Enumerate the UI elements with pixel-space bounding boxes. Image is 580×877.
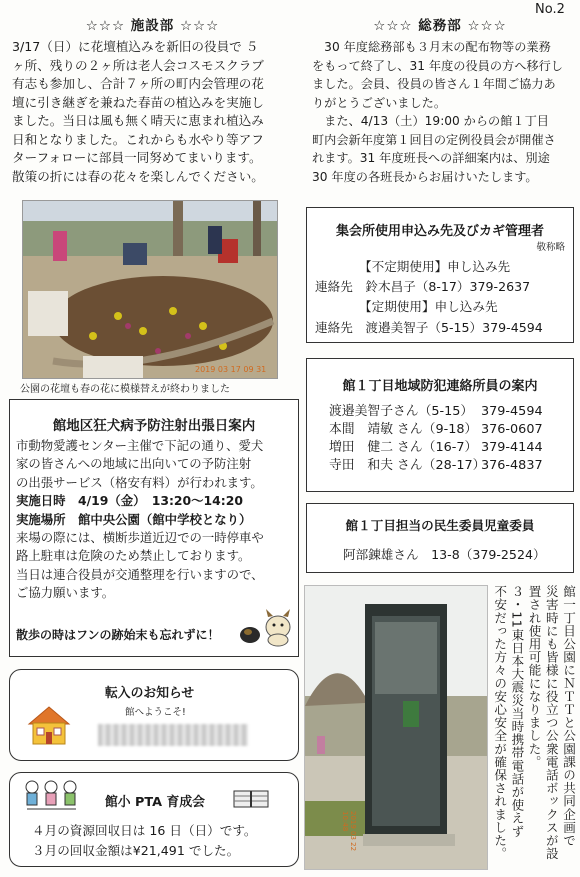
article-column: ３・11東日本大震災当時携帯電話が使えず bbox=[509, 585, 525, 838]
irregular-use-contact: 連絡先 鈴木昌子（8-17）379-2637 bbox=[315, 279, 531, 294]
crime-prevention-title: 館１丁目地域防犯連絡所員の案内 bbox=[342, 379, 538, 394]
phone-booth-photo bbox=[304, 585, 488, 870]
phone-booth-article bbox=[489, 585, 577, 867]
welfare-person: 阿部錬雄さん 13-8（379-2524） bbox=[343, 547, 546, 562]
facility-line: ました。当日は風も無く晴天に恵まれ植込み bbox=[12, 113, 264, 128]
general-affairs-line: また、4/13（土）19:00 からの館１丁目 bbox=[312, 114, 549, 128]
member-row bbox=[329, 403, 569, 421]
facility-line: 3/17（日）に花壇植込みを新旧の役員で ５ bbox=[12, 39, 259, 54]
member-row bbox=[329, 421, 569, 439]
pta-line: ４月の資源回収日は 16 日（日）です。 bbox=[32, 823, 257, 838]
facility-line: 散策の折には春の花々を楽しんでください。 bbox=[12, 168, 264, 184]
rabies-body bbox=[16, 437, 296, 603]
facility-line: 壇に引き継ぎを兼ねた春苗の植込みを実施し bbox=[12, 94, 264, 110]
general-affairs-line: れます。31 年度班長への詳細案内は、別途 bbox=[312, 151, 550, 165]
move-in-notice-box bbox=[9, 669, 299, 761]
rabies-line: ご協力願います。 bbox=[16, 585, 115, 601]
facility-line: 日和となりました。これからも水やり等アフ bbox=[12, 131, 264, 147]
article-column: 置され使用可能になりました。 bbox=[526, 585, 542, 769]
welfare-title: 館１丁目担当の民生委員児童委員 bbox=[345, 518, 535, 533]
general-affairs-line: をもって終了し、31 年度の役員の方へ移行し bbox=[312, 58, 563, 73]
member-row bbox=[329, 439, 569, 457]
facility-body bbox=[12, 38, 302, 186]
article-column: 館一丁目公園にＮＴＴと公園課の共同企画で bbox=[561, 585, 576, 847]
meeting-hall-title: 集会所使用申込み先及びカギ管理者 bbox=[335, 224, 544, 239]
rabies-line: 市動物愛護センター主催で下記の通り、愛犬 bbox=[16, 438, 264, 453]
rabies-line: 当日は連合役員が交通整理を行いますので、 bbox=[16, 566, 264, 582]
article-column: 災害時にも皆様に役立つ公衆電話ボックスが設 bbox=[543, 585, 559, 861]
general-affairs-line: 町内会新年度第１回目の定例役員会が開催さ bbox=[312, 132, 556, 147]
member-name: 渡邉美智子さん（5-15） bbox=[329, 404, 474, 419]
member-name: 本間 靖敏 さん（9-18） bbox=[329, 422, 478, 437]
pta-line: ３月の回収金額は¥21,491 でした。 bbox=[32, 843, 240, 858]
member-phone: 376-4837 bbox=[481, 458, 543, 473]
member-phone: 379-4594 bbox=[481, 404, 543, 419]
general-affairs-line: りがとうございました。 bbox=[312, 95, 447, 110]
member-name: 増田 健二 さん（16-7） bbox=[329, 440, 478, 455]
garden-photo-caption: 公園の花壇も春の花に模様替えが終わりました bbox=[20, 384, 230, 395]
irregular-use-label: 【不定期使用】申し込み先 bbox=[359, 259, 511, 274]
rabies-date: 実施日時 4/19（金） 13:20～14:20 bbox=[16, 493, 243, 509]
regular-use-label: 【定期使用】申し込み先 bbox=[359, 299, 498, 314]
rabies-line: の出張サービス（格安有料）が行われます。 bbox=[16, 474, 263, 490]
house-icon bbox=[26, 704, 72, 746]
photo-date-stamp: 2019 03 17 09 31 bbox=[195, 365, 267, 374]
rabies-line: 路上駐車は危険のため禁止しております。 bbox=[16, 548, 251, 564]
rabies-notice-box bbox=[9, 399, 299, 657]
honorific-note: 敬称略 bbox=[536, 242, 565, 253]
article-column: 不安だった方々の安心安全が確保されました。 bbox=[492, 585, 508, 861]
member-row bbox=[329, 457, 569, 475]
general-affairs-body bbox=[312, 38, 580, 186]
welfare-commissioner-box bbox=[306, 503, 574, 573]
facility-line: 有志も参加し、合計７ヶ所の町内会管理の花 bbox=[12, 76, 264, 91]
redacted-names bbox=[98, 724, 248, 746]
crime-prevention-list bbox=[329, 403, 569, 475]
meeting-hall-box bbox=[306, 207, 574, 343]
member-name: 寺田 和夫 さん（28-17） bbox=[329, 458, 486, 473]
general-affairs-title: ☆☆☆ 総務部 ☆☆☆ bbox=[373, 18, 507, 34]
general-affairs-line: 30 年度の各班長からお届けいたします。 bbox=[312, 169, 538, 184]
rabies-line: 家の皆さんへの地域に出向いての予防注射 bbox=[16, 456, 252, 472]
member-phone: 379-4144 bbox=[481, 440, 543, 455]
newspaper-bundle-icon bbox=[232, 787, 272, 811]
pta-notice-box bbox=[9, 772, 299, 867]
regular-use-contact: 連絡先 渡邉美智子（5-15）379-4594 bbox=[315, 320, 543, 335]
rabies-line: 来場の際には、横断歩道近辺での一時停車や bbox=[16, 530, 264, 546]
crime-prevention-box bbox=[306, 358, 574, 492]
facility-line: ターフォローに部員一同努めてまいります。 bbox=[12, 150, 262, 165]
pta-body bbox=[32, 821, 257, 861]
rabies-place: 実施場所 館中央公園（館中学校となり） bbox=[16, 511, 252, 527]
facility-line: ヶ所、残りの２ヶ所は老人会コスモスクラブ bbox=[12, 57, 264, 73]
facility-title: ☆☆☆ 施設部 ☆☆☆ bbox=[85, 18, 220, 34]
garden-photo bbox=[22, 200, 278, 379]
general-affairs-line: 30 年度総務部も３月末の配布物等の業務 bbox=[312, 40, 551, 54]
booth-photo-date-stamp: 2019 03 22 10:48 bbox=[341, 811, 357, 852]
dog-icon bbox=[238, 605, 293, 647]
move-in-welcome: 館へようこそ! bbox=[125, 707, 186, 718]
move-in-title: 転入のお知らせ bbox=[105, 686, 195, 701]
page-number: No.2 bbox=[535, 2, 565, 17]
pta-title: 館小 PTA 育成会 bbox=[105, 795, 205, 810]
rabies-title: 館地区狂犬病予防注射出張日案内 bbox=[52, 418, 256, 434]
rabies-footer: 散歩の時はフンの跡始末も忘れずに！ bbox=[16, 628, 220, 642]
member-phone: 376-0607 bbox=[481, 422, 543, 437]
children-icon bbox=[20, 779, 82, 815]
general-affairs-line: ました。会員、役員の皆さん１年間ご協力あ bbox=[312, 77, 556, 91]
